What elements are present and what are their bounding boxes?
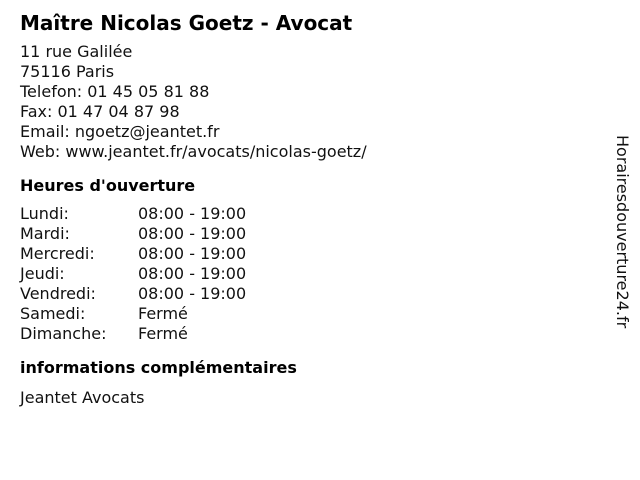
- additional-info-text: Jeantet Avocats: [20, 388, 145, 407]
- web-text: Web: www.jeantet.fr/avocats/nicolas-goetz/: [20, 142, 367, 161]
- hours-time: 08:00 - 19:00: [138, 264, 247, 283]
- address-street: 11 rue Galilée: [20, 42, 133, 61]
- listing-content: [20, 8, 600, 408]
- hours-day: Lundi:: [20, 204, 69, 223]
- fax-text: Fax: 01 47 04 87 98: [20, 102, 180, 121]
- contact-block: [20, 42, 600, 162]
- hours-time: 08:00 - 19:00: [138, 224, 247, 243]
- hours-row-monday: [20, 204, 600, 224]
- hours-day: Samedi:: [20, 304, 86, 323]
- hours-time: 08:00 - 19:00: [138, 244, 247, 263]
- hours-time: Fermé: [138, 304, 188, 323]
- hours-day: Mercredi:: [20, 244, 95, 263]
- hours-row-thursday: [20, 264, 600, 284]
- hours-time: 08:00 - 19:00: [138, 284, 247, 303]
- opening-hours-heading: Heures d'ouverture: [20, 176, 196, 195]
- phone-text: Telefon: 01 45 05 81 88: [20, 82, 210, 101]
- site-watermark-text: Horairesdouverture24.fr: [613, 135, 632, 329]
- address-city: 75116 Paris: [20, 62, 115, 81]
- opening-hours-table: [20, 204, 600, 344]
- hours-time: 08:00 - 19:00: [138, 204, 247, 223]
- hours-row-saturday: [20, 304, 600, 324]
- hours-day: Dimanche:: [20, 324, 107, 343]
- additional-info-heading: informations complémentaires: [20, 358, 297, 377]
- hours-row-wednesday: [20, 244, 600, 264]
- hours-day: Mardi:: [20, 224, 70, 243]
- hours-row-friday: [20, 284, 600, 304]
- page-title: Maître Nicolas Goetz - Avocat: [20, 11, 353, 35]
- hours-day: Jeudi:: [20, 264, 65, 283]
- hours-row-tuesday: [20, 224, 600, 244]
- hours-day: Vendredi:: [20, 284, 96, 303]
- site-watermark: [612, 135, 632, 345]
- email-text: Email: ngoetz@jeantet.fr: [20, 122, 220, 141]
- hours-row-sunday: [20, 324, 600, 344]
- hours-time: Fermé: [138, 324, 188, 343]
